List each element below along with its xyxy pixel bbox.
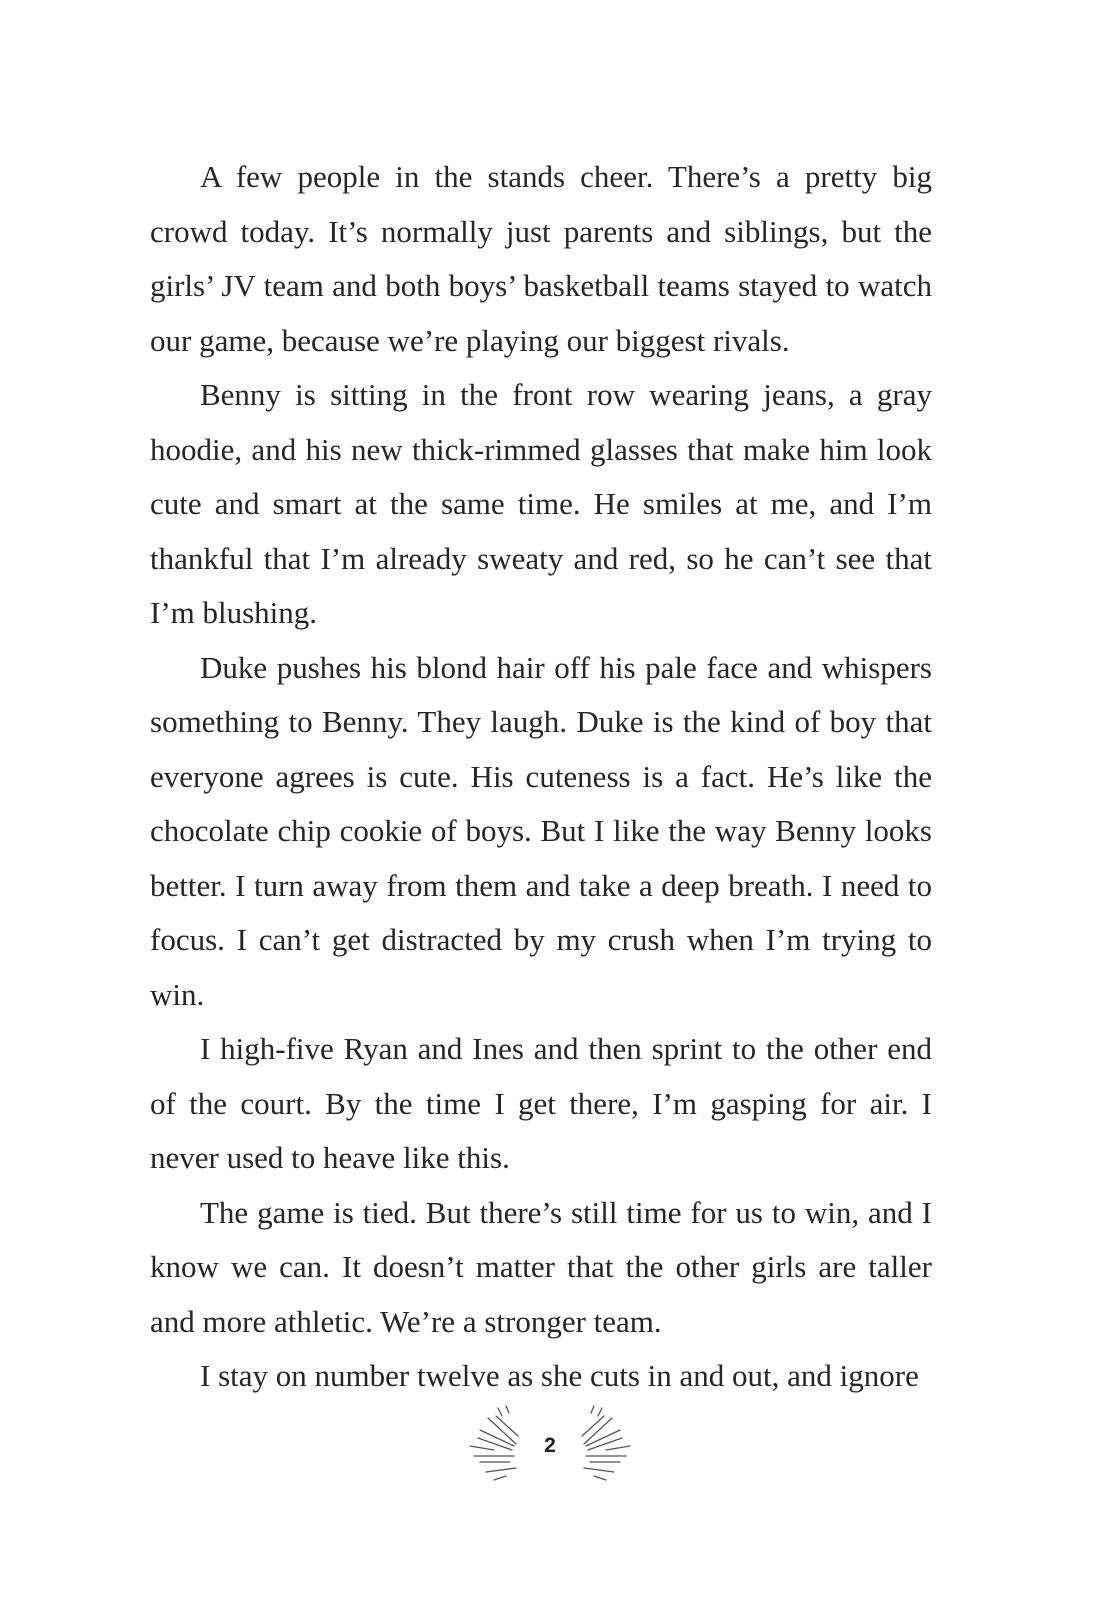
paragraph-4: I high-five Ryan and Ines and then sprint to the other end of the court. By the time I get there, I’m gasping for air. I never used to heave like this. — [150, 1031, 932, 1175]
page-number: 2 — [544, 1434, 556, 1457]
paragraph-1: A few people in the stands cheer. There’s a pretty big crowd today. It’s normally just parents and siblings, but the girls’ JV team and both boys’ basketball teams stayed to watch our game, because we’re playing our biggest rivals. — [150, 159, 932, 358]
paragraph-6: I stay on number twelve as she cuts in and out, and ignore — [200, 1358, 919, 1393]
paragraph-3: Duke pushes his blond hair off his pale face and whispers something to Benny. They laugh. Duke is the kind of boy that everyone agrees is cute. His cuteness is a fact. He’s like the chocolate chip cookie of boys. But I like the way Benny looks better. I turn away from them and take a deep breath. I need to focus. I can’t get distracted by my crush when I’m trying to win. — [150, 649, 932, 1012]
paragraph-2: Benny is sitting in the front row wearing jeans, a gray hoodie, and his new thick-rimmed glasses that make him look cute and smart at the same time. He smiles at me, and I’m thankful that I’m already sweaty and red, so he can’t see that I’m blushing. — [150, 377, 932, 630]
page-footer — [450, 1400, 650, 1490]
paragraph-5: The game is tied. But there’s still time for us to win, and I know we can. It doesn’t matter that the other girls are taller and more athletic. We’re a stronger team. — [150, 1194, 932, 1339]
body-text — [150, 150, 932, 1404]
